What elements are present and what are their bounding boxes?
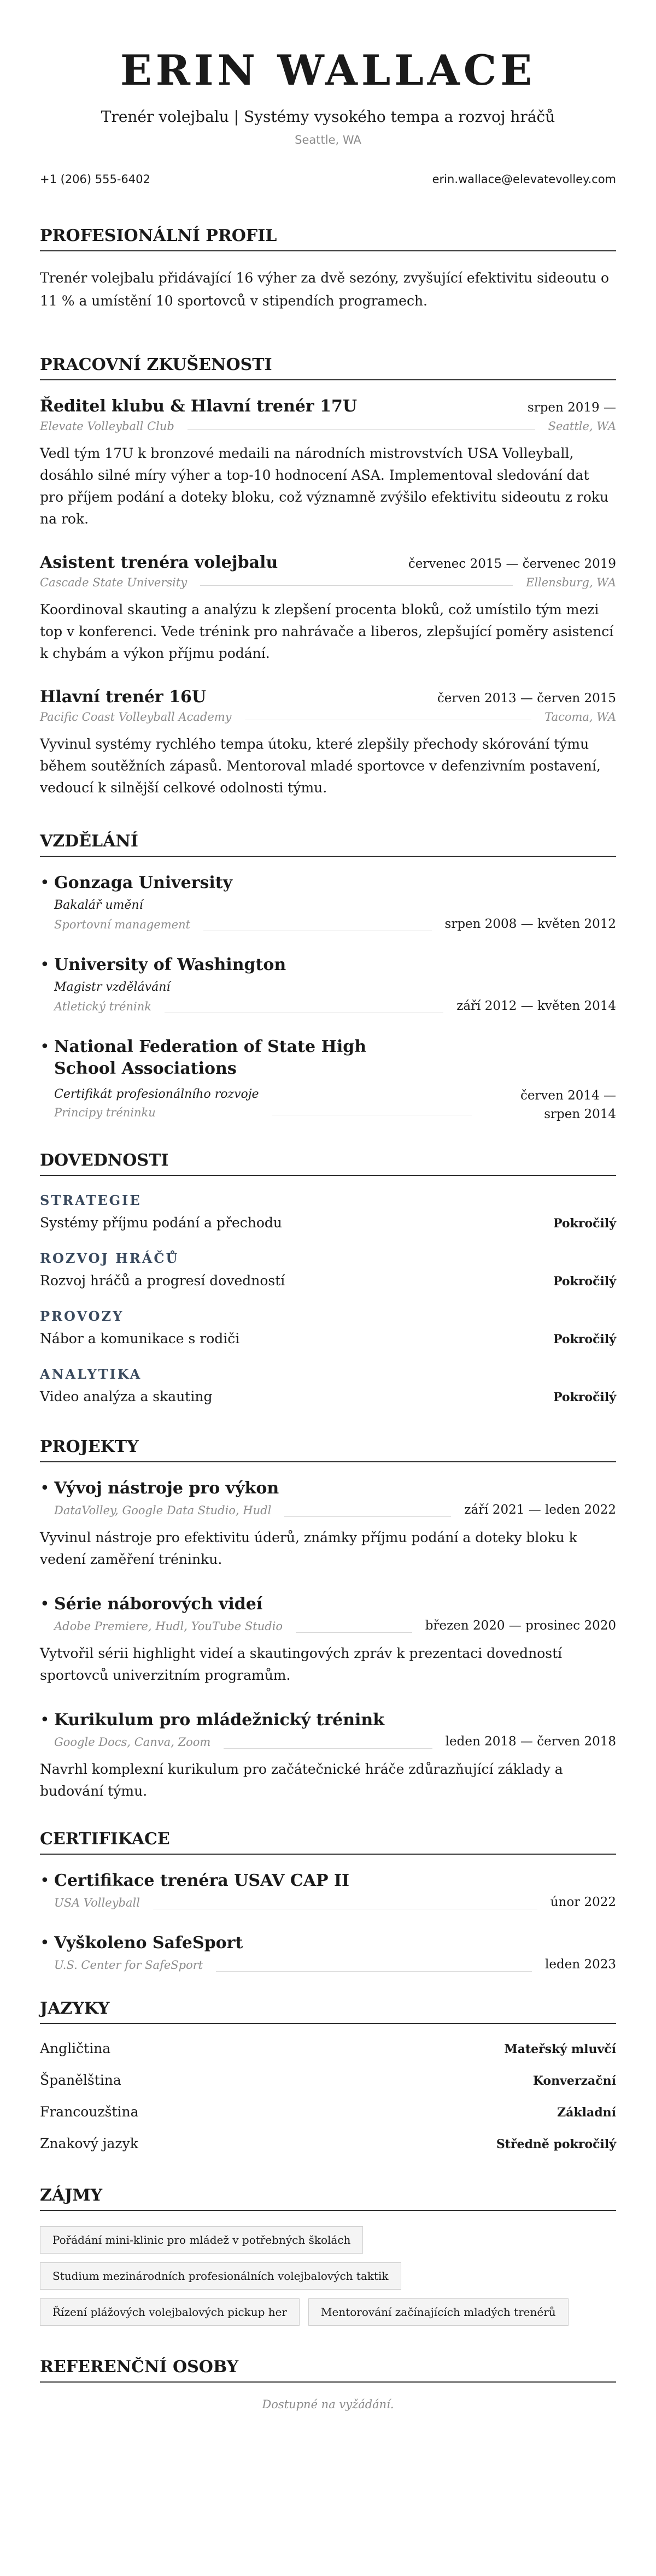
project-name: Série náborových videí	[54, 1595, 263, 1614]
project-description: Vytvořil sérii highlight videí a skautingových zpráv k prezentaci dovedností sportovců univerzitním programům.	[40, 1645, 563, 1683]
project-date: březen 2020 — prosinec 2020	[425, 1619, 616, 1633]
job-description: Vyvinul systémy rychlého tempa útoku, které zlepšily přechody skórování týmu během soutěžních zápasů. Mentoroval mladé sportovce v defenzivním postavení, vedoucí k silnější celkové odolnosti týmu.	[40, 736, 601, 796]
candidate-name: ERIN WALLACE	[120, 46, 536, 95]
language-name: Znakový jazyk	[40, 2136, 138, 2151]
language-row	[40, 2039, 616, 2058]
interest-tags	[40, 2226, 616, 2326]
skill-group	[40, 1191, 616, 1233]
certification-date: leden 2023	[545, 1957, 616, 1972]
project-name: Kurikulum pro mládežnický trénink	[54, 1710, 385, 1730]
job-entry	[40, 686, 616, 799]
skill-name: Systémy příjmu podání a přechodu	[40, 1215, 283, 1231]
project-entry	[40, 1478, 616, 1571]
school-name: Gonzaga University	[54, 873, 233, 892]
skill-name: Rozvoj hráčů a progresí dovedností	[40, 1273, 285, 1289]
references-section	[40, 2356, 616, 2411]
language-name: Angličtina	[40, 2040, 111, 2056]
phone-number: +1 (206) 555-6402	[40, 173, 150, 186]
skill-category: STRATEGIE	[40, 1192, 142, 1208]
language-row	[40, 2103, 616, 2121]
section-title-projects: PROJEKTY	[40, 1436, 616, 1462]
language-level: Mateřský mluvčí	[504, 2042, 616, 2056]
bullet-icon: •	[40, 1479, 50, 1498]
bullet-icon: •	[40, 1871, 50, 1890]
experience-section	[40, 354, 616, 799]
school-name: National Federation of State High School Associations	[54, 1037, 367, 1078]
section-title-profile: PROFESIONÁLNÍ PROFIL	[40, 225, 616, 251]
skill-category: ANALYTIKA	[40, 1366, 142, 1382]
project-description: Navrhl komplexní kurikulum pro začátečnické hráče zdůrazňující základy a budování týmu.	[40, 1761, 563, 1799]
contact-row	[40, 172, 616, 187]
skill-level: Pokročilý	[553, 1390, 616, 1404]
certification-name: Certifikace trenéra USAV CAP II	[54, 1871, 350, 1890]
leader-line	[216, 1971, 532, 1972]
education-entry	[40, 1036, 616, 1124]
language-level: Základní	[557, 2106, 616, 2120]
leader-line	[296, 1632, 412, 1633]
job-date: červenec 2015 — červenec 2019	[408, 557, 616, 571]
interest-tag: Mentorování začínajících mladých trenérů	[308, 2298, 569, 2326]
section-title-skills: DOVEDNOSTI	[40, 1150, 616, 1176]
bullet-icon: •	[40, 873, 50, 892]
section-title-languages: JAZYKY	[40, 1998, 616, 2024]
job-entry	[40, 552, 616, 664]
certification-issuer: USA Volleyball	[54, 1896, 140, 1909]
resume-header	[40, 47, 616, 148]
school-name: University of Washington	[54, 955, 286, 974]
leader-line	[224, 1748, 432, 1749]
project-date: leden 2018 — červen 2018	[445, 1734, 616, 1749]
field-of-study: Atletický trénink	[54, 1000, 151, 1013]
skill-name: Nábor a komunikace s rodiči	[40, 1331, 240, 1346]
job-description: Vedl tým 17U k bronzové medaili na národních mistrovstvích USA Volleyball, dosáhlo silné míry výher a top-10 hodnocení ASA. Implementoval sledování dat pro příjem podání a doteky bloku, což významně zvýšilo efektivitu sideoutu z roku na rok.	[40, 445, 609, 527]
certification-issuer: U.S. Center for SafeSport	[54, 1959, 203, 1972]
language-level: Středně pokročilý	[496, 2137, 616, 2151]
bullet-icon: •	[40, 1037, 50, 1056]
project-entry	[40, 1709, 616, 1802]
job-date: srpen 2019 —	[527, 401, 616, 415]
job-company: Pacific Coast Volleyball Academy	[40, 710, 232, 724]
section-title-interests: ZÁJMY	[40, 2185, 616, 2211]
language-row	[40, 2134, 616, 2153]
job-title: Ředitel klubu & Hlavní trenér 17U	[40, 397, 358, 416]
bullet-icon: •	[40, 955, 50, 974]
leader-line	[188, 429, 535, 430]
certification-entry	[40, 1870, 616, 1909]
interest-tag: Studium mezinárodních profesionálních volejbalových taktik	[40, 2262, 401, 2290]
education-date: srpen 2008 — květen 2012	[444, 917, 616, 931]
job-location: Tacoma, WA	[544, 710, 616, 724]
skill-category: PROVOZY	[40, 1308, 124, 1324]
skill-name: Video analýza a skauting	[40, 1389, 213, 1404]
section-title-education: VZDĚLÁNÍ	[40, 831, 616, 857]
degree: Magistr vzdělávání	[54, 980, 171, 994]
candidate-location: Seattle, WA	[295, 133, 361, 146]
field-of-study: Principy tréninku	[54, 1106, 156, 1119]
leader-line	[200, 585, 513, 586]
language-name: Francouzština	[40, 2104, 139, 2120]
job-title: Asistent trenéra volejbalu	[40, 553, 278, 572]
bullet-icon: •	[40, 1933, 50, 1952]
certification-date: únor 2022	[550, 1895, 616, 1909]
skill-group	[40, 1365, 616, 1407]
project-tools: Adobe Premiere, Hudl, YouTube Studio	[54, 1620, 283, 1633]
language-name: Španělština	[40, 2072, 121, 2088]
language-row	[40, 2071, 616, 2090]
job-location: Ellensburg, WA	[526, 576, 616, 589]
education-section	[40, 831, 616, 1124]
profile-text: Trenér volejbalu přidávající 16 výher za dvě sezóny, zvyšující efektivitu sideoutu o 11 % a umístění 10 sportovců v stipendích programech.	[40, 270, 610, 309]
job-description: Koordinoval skauting a analýzu k zlepšení procenta bloků, což umístilo tým mezi top v konferenci. Vede trénink pro nahrávače a liberos, zlepšující poměry asistencí k chybám a výkon příjmu podání.	[40, 602, 614, 661]
degree: Bakalář umění	[54, 898, 143, 912]
references-text: Dostupné na vyžádání.	[262, 2398, 394, 2411]
leader-line	[284, 1516, 451, 1517]
skill-group	[40, 1249, 616, 1291]
job-entry	[40, 396, 616, 530]
bullet-icon: •	[40, 1595, 50, 1614]
projects-section	[40, 1436, 616, 1802]
degree: Certifikát profesionálního rozvoje	[54, 1087, 259, 1101]
education-date: červen 2014 — srpen 2014	[520, 1089, 616, 1121]
section-title-certifications: CERTIFIKACE	[40, 1828, 616, 1855]
education-entry	[40, 872, 616, 931]
project-description: Vyvinul nástroje pro efektivitu úderů, známky příjmu podání a doteky bloku k vedení zaměření tréninku.	[40, 1530, 577, 1567]
section-title-references: REFERENČNÍ OSOBY	[40, 2356, 616, 2383]
project-name: Vývoj nástroje pro výkon	[54, 1479, 279, 1498]
certifications-section	[40, 1828, 616, 1972]
job-location: Seattle, WA	[548, 420, 616, 433]
email-address: erin.wallace@elevatevolley.com	[432, 173, 616, 186]
job-company: Elevate Volleyball Club	[40, 420, 174, 433]
project-tools: DataVolley, Google Data Studio, Hudl	[54, 1504, 272, 1517]
job-title: Hlavní trenér 16U	[40, 687, 207, 707]
candidate-subtitle: Trenér volejbalu | Systémy vysokého tempa a rozvoj hráčů	[101, 108, 555, 126]
certification-entry	[40, 1932, 616, 1972]
languages-section	[40, 1998, 616, 2153]
certification-name: Vyškoleno SafeSport	[54, 1933, 243, 1952]
section-title-experience: PRACOVNÍ ZKUŠENOSTI	[40, 354, 616, 380]
interest-tag: Řízení plážových volejbalových pickup her	[40, 2298, 300, 2326]
project-date: září 2021 — leden 2022	[464, 1503, 616, 1517]
skill-level: Pokročilý	[553, 1216, 616, 1231]
field-of-study: Sportovní management	[54, 918, 191, 931]
skills-section	[40, 1150, 616, 1407]
job-company: Cascade State University	[40, 576, 188, 589]
interest-tag: Pořádání mini-klinic pro mládež v potřebných školách	[40, 2226, 363, 2254]
interests-section	[40, 2185, 616, 2326]
education-date: září 2012 — květen 2014	[456, 999, 616, 1013]
skill-level: Pokročilý	[553, 1274, 616, 1289]
job-date: červen 2013 — červen 2015	[437, 691, 616, 705]
profile-section	[40, 225, 616, 313]
skill-group	[40, 1307, 616, 1349]
resume-page	[40, 0, 616, 2411]
project-tools: Google Docs, Canva, Zoom	[54, 1736, 211, 1749]
education-entry	[40, 954, 616, 1013]
skill-category: ROZVOJ HRÁČŮ	[40, 1250, 179, 1266]
project-entry	[40, 1593, 616, 1686]
bullet-icon: •	[40, 1710, 50, 1730]
skill-level: Pokročilý	[553, 1332, 616, 1346]
language-level: Konverzační	[532, 2074, 616, 2088]
